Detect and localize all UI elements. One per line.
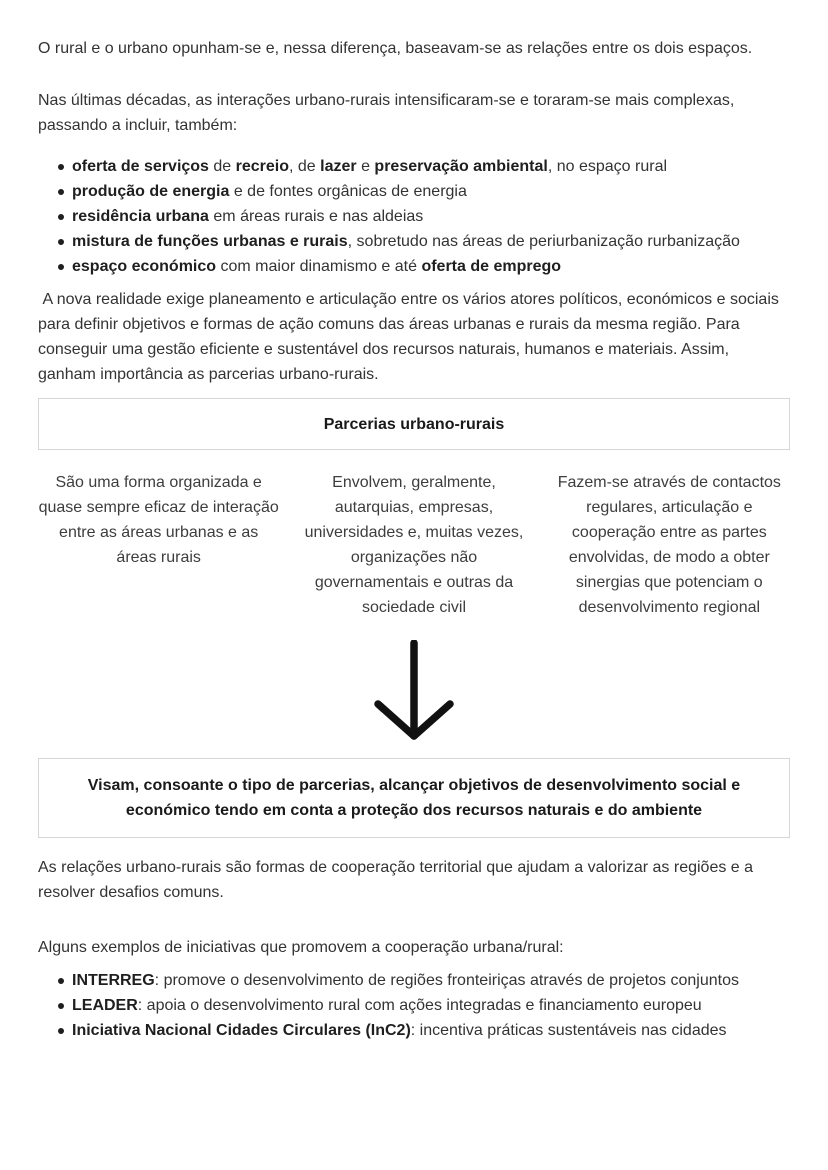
list-item-text: produção de energia e de fontes orgânicas de energia <box>72 183 467 200</box>
bullet-icon <box>58 239 64 245</box>
list-item <box>38 179 790 204</box>
bullet-icon <box>58 264 64 270</box>
partnership-columns <box>38 470 790 620</box>
examples-intro-paragraph: Alguns exemplos de iniciativas que promovem a cooperação urbana/rural: <box>38 939 564 956</box>
bullet-icon <box>58 1028 64 1034</box>
cooperation-paragraph: As relações urbano-rurais são formas de cooperação territorial que ajudam a valorizar as regiões e a resolver desafios comuns. <box>38 859 754 901</box>
partnerships-title: Parcerias urbano-rurais <box>323 415 505 433</box>
list-item <box>38 229 790 254</box>
list-item-text: mistura de funções urbanas e rurais, sobretudo nas áreas de periurbanização rurbanização <box>72 233 740 250</box>
bullet-icon <box>58 978 64 984</box>
list-item-text: residência urbana em áreas rurais e nas aldeias <box>72 208 424 225</box>
down-arrow-svg <box>369 640 459 740</box>
bullet-icon <box>58 1003 64 1009</box>
partnership-column-definition: São uma forma organizada e quase sempre eficaz de interação entre as áreas urbanas e as áreas rurais <box>38 474 279 566</box>
bullet-icon <box>58 189 64 195</box>
intro-paragraph-1: O rural e o urbano opunham-se e, nessa diferença, baseavam-se as relações entre os dois espaços. <box>38 40 753 57</box>
bullet-icon <box>58 214 64 220</box>
list-item-text: espaço económico com maior dinamismo e até oferta de emprego <box>72 258 562 275</box>
list-item <box>38 154 790 179</box>
down-arrow-icon <box>38 640 790 740</box>
list-item-text: oferta de serviços de recreio, de lazer e preservação ambiental, no espaço rural <box>72 158 668 175</box>
list-item <box>38 204 790 229</box>
bullet-icon <box>58 164 64 170</box>
partnerships-goal-text: Visam, consoante o tipo de parcerias, alcançar objetivos de desenvolvimento social e económico tendo em conta a proteção dos recursos naturais e do ambiente <box>87 777 741 819</box>
list-item <box>38 254 790 279</box>
list-item-text: INTERREG: promove o desenvolvimento de regiões fronteiriças através de projetos conjuntos <box>72 972 739 989</box>
initiatives-list <box>38 968 790 1043</box>
intro-paragraph-2: Nas últimas décadas, as interações urbano-rurais intensificaram-se e toraram-se mais complexas, passando a incluir, também: <box>38 92 735 134</box>
planning-paragraph: A nova realidade exige planeamento e articulação entre os vários atores políticos, económicos e sociais para definir objetivos e formas de ação comuns das áreas urbanas e rurais da mesma região. Para conseguir uma gestão eficiente e sustentável dos recursos naturais, humanos e materiais. Assim, ganham importância as parcerias urbano-rurais. <box>38 291 784 383</box>
list-item-text: Iniciativa Nacional Cidades Circulares (InC2): incentiva práticas sustentáveis nas cidades <box>72 1022 727 1039</box>
list-item <box>38 1018 790 1043</box>
list-item <box>38 968 790 993</box>
partnerships-title-box <box>38 398 790 450</box>
partnership-column-method: Fazem-se através de contactos regulares, articulação e cooperação entre as partes envolvidas, de modo a obter sinergias que potenciam o desenvolvimento regional <box>557 474 781 616</box>
list-item <box>38 993 790 1018</box>
urban-rural-interactions-list <box>38 154 790 279</box>
partnership-column-actors: Envolvem, geralmente, autarquias, empresas, universidades e, muitas vezes, organizações não governamentais e outras da sociedade civil <box>304 474 524 616</box>
partnerships-goal-box <box>38 758 790 838</box>
list-item-text: LEADER: apoia o desenvolvimento rural com ações integradas e financiamento europeu <box>72 997 702 1014</box>
